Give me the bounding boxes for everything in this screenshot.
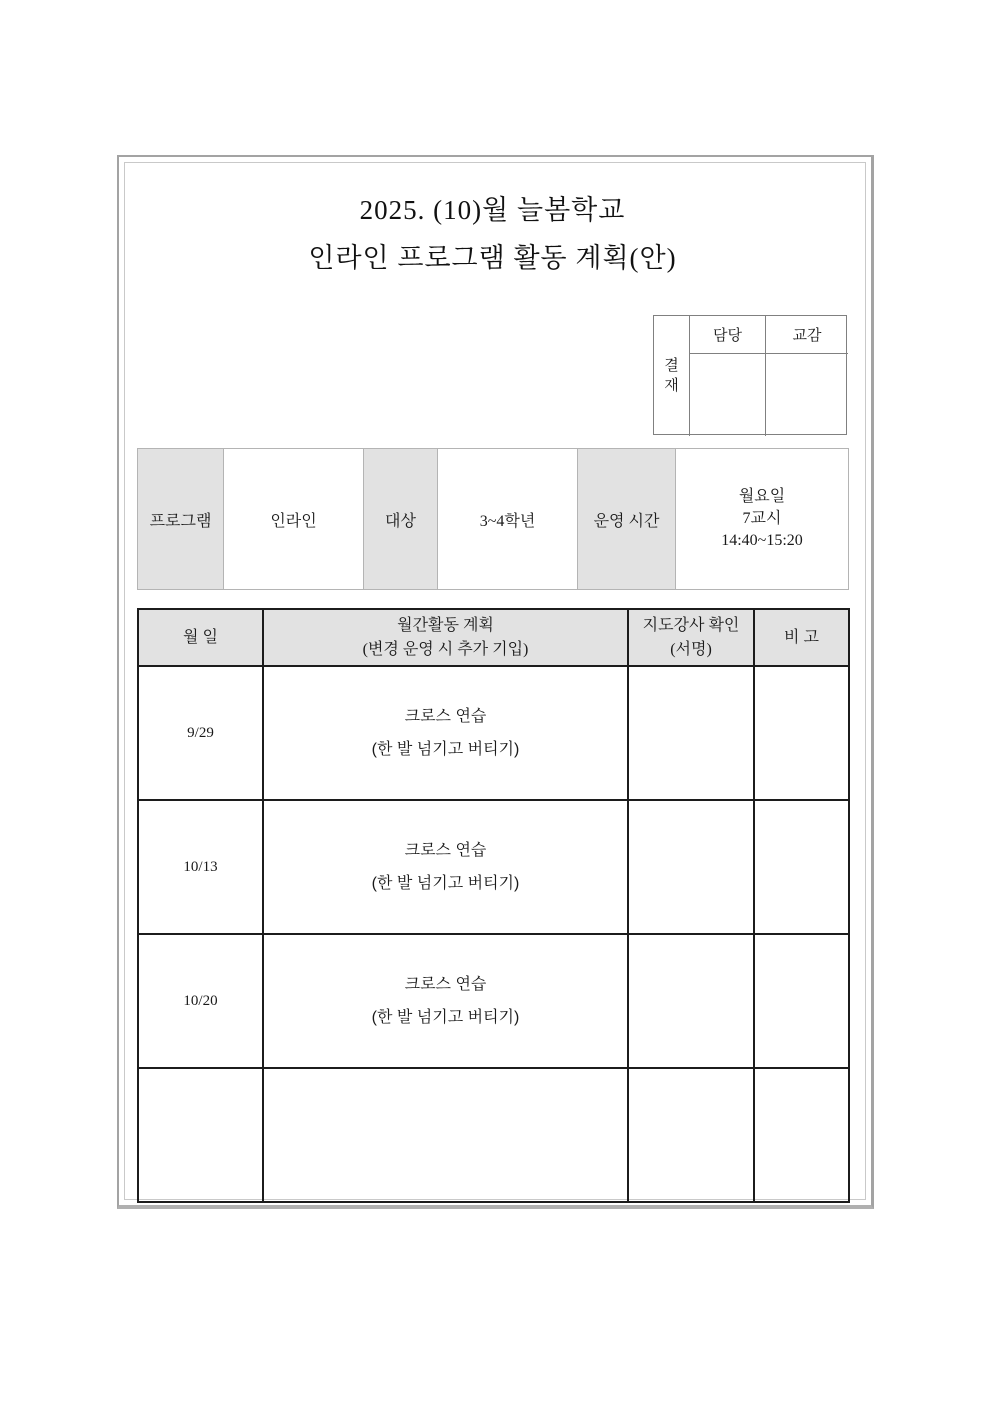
plan-line2: (한 발 넘기고 버티기) — [371, 1009, 520, 1026]
time-value-period: 7교시 — [742, 510, 782, 527]
note-cell — [754, 800, 849, 934]
schedule-row-empty — [138, 1068, 849, 1202]
note-cell — [754, 1068, 849, 1202]
header-plan-line2: (변경 운영 시 추가 기입) — [362, 640, 529, 658]
header-note-cell: 비 고 — [754, 609, 849, 666]
schedule-table — [137, 608, 850, 1203]
plan-line2: (한 발 넘기고 버티기) — [371, 741, 520, 758]
date-cell — [138, 1068, 263, 1202]
plan-line1: 크로스 연습 — [404, 708, 487, 725]
header-instructor-line1: 지도강사 확인 — [642, 616, 740, 634]
approval-label-char2: 재 — [664, 378, 679, 394]
plan-cell — [263, 1068, 628, 1202]
time-value-day: 월요일 — [738, 488, 786, 505]
date-cell: 9/29 — [138, 666, 263, 800]
date-cell: 10/13 — [138, 800, 263, 934]
time-value-cell — [676, 449, 849, 590]
schedule-row — [138, 666, 849, 800]
header-instructor-cell — [628, 609, 754, 666]
time-value-hours: 14:40~15:20 — [721, 532, 803, 549]
approval-signature-staff — [690, 354, 766, 436]
instructor-sign-cell — [628, 1068, 754, 1202]
program-label-cell: 프로그램 — [138, 449, 224, 590]
instructor-sign-cell — [628, 666, 754, 800]
approval-box — [653, 315, 847, 435]
program-info-table — [137, 448, 849, 590]
plan-cell — [263, 934, 628, 1068]
approval-label-char1: 결 — [664, 358, 679, 374]
target-value-cell: 3~4학년 — [438, 449, 578, 590]
doc-title-line1: 2025. (10)월 늘봄학교 — [359, 195, 626, 225]
approval-signature-vice-principal — [766, 354, 848, 436]
note-cell — [754, 934, 849, 1068]
header-date-cell: 월 일 — [138, 609, 263, 666]
target-label-cell: 대상 — [364, 449, 438, 590]
plan-cell — [263, 800, 628, 934]
schedule-row — [138, 800, 849, 934]
note-cell — [754, 666, 849, 800]
approval-label — [654, 316, 690, 436]
plan-line1: 크로스 연습 — [404, 842, 487, 859]
instructor-sign-cell — [628, 800, 754, 934]
plan-cell — [263, 666, 628, 800]
approval-header-staff: 담당 — [690, 316, 766, 354]
schedule-header-row — [138, 609, 849, 666]
plan-line1: 크로스 연습 — [404, 976, 487, 993]
header-instructor-line2: (서명) — [670, 640, 712, 658]
doc-title-line2: 인라인 프로그램 활동 계획(안) — [308, 243, 677, 273]
schedule-row — [138, 934, 849, 1068]
header-plan-cell — [263, 609, 628, 666]
instructor-sign-cell — [628, 934, 754, 1068]
program-value-cell: 인라인 — [224, 449, 364, 590]
approval-header-vice-principal: 교감 — [766, 316, 848, 354]
time-label-cell: 운영 시간 — [578, 449, 676, 590]
plan-line2: (한 발 넘기고 버티기) — [371, 875, 520, 892]
header-plan-line1: 월간활동 계획 — [397, 616, 494, 634]
date-cell: 10/20 — [138, 934, 263, 1068]
